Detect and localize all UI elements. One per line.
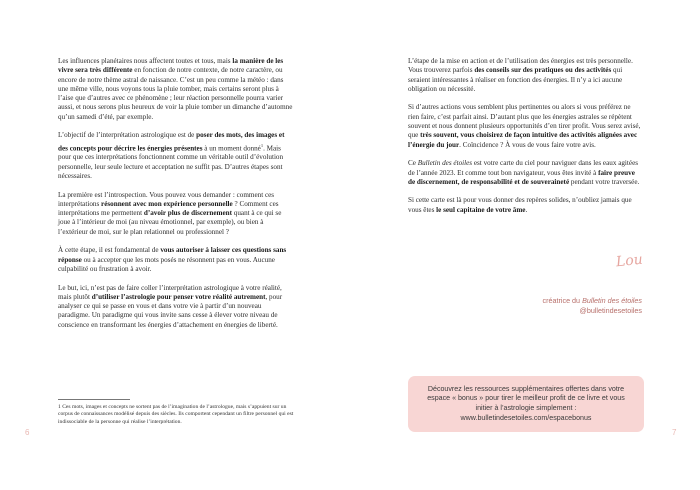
page-number-left: 6 [25,428,30,437]
promo-url[interactable]: www.bulletindesetoiles.com/espacebonus [460,413,592,422]
promo-text: Découvrez les ressources supplémentaires offertes dans votre espace « bonus » pour tirer le meilleur profit de ce livre et vous initier à l’astrologie simplement : [427,384,625,412]
paragraph-goal: Le but, ici, n’est pas de faire coller l’interprétation astrologique à votre réalité, mais plutôt d’utiliser l’astrologie pour penser votre réalité autrement, pour analyser ce qui se passe en vous et dans votre vie à partir d’un nouveau paradigme. Un paradigme qui vous invite sans cesse à élever votre niveau de conscience en transformant les énergies d’attachement en énergies de liberté. [58,283,283,329]
page-number-right: 7 [672,428,677,437]
footnote-divider [58,399,130,400]
author-credit: créatrice du Bulletin des étoiles @bulletindesetoiles [542,296,642,315]
right-body-text [408,57,642,224]
instagram-handle: @bulletindesetoiles [579,306,642,315]
bonus-promo-box [408,376,644,432]
paragraph-introspection: La première est l’introspection. Vous pouvez vous demander : comment ces interprétations résonnent avec mon expérience personnelle ? Comment ces interprétations me permettent d’avoir plus de discernement quant à ce qui se joue à l’intérieur de moi (au niveau émotionnel, par exemple), ou bien à l’extérieur de moi, sur le plan relationnel ou professionnel ? [58,190,282,236]
paragraph-questions: À cette étape, il est fondamental de vous autoriser à laisser ces questions sans réponse ou à accepter que les mots posés ne résonnent pas en vous. Aucune culpabilité ou frustration à avoir. [58,246,287,273]
footnote: 1 Ces mots, images et concepts ne sortent pas de l’imagination de l’astrologue, mais s’appuient sur un corpus de connaissances modélisé depuis des siècles. Ils comportent cependant un filtre personnel qui est indissociable de la personne qui réalise l’interprétation. [58,404,294,425]
paragraph-action: L’étape de la mise en action et de l’utilisation des énergies est très personnelle. Vous trouverez parfois des conseils sur des pratiques ou des activités qui seraient intéressantes à réaliser en fonction des énergies. Il n’y a ici aucune obligation ou nécessité. [408,57,633,93]
paragraph-navigation: Ce Bulletin des étoiles est votre carte du ciel pour naviguer dans les eaux agitées de l’année 2023. Et comme tout bon navigateur, vous êtes invité à faire preuve de discernement, de responsabilité et de souveraineté pendant votre traversée. [408,159,640,186]
footnote-ref: 1 [260,142,264,148]
left-body-text [58,57,294,339]
author-signature: Lou [615,251,644,271]
right-page [350,0,700,490]
paragraph-intuition: Si d’autres actions vous semblent plus pertinentes ou alors si vous préférez ne rien faire, c’est parfait ainsi. D’autant plus que les énergies astrales se répètent souvent et nous donnent plusieurs opportunités d’en tirer profit. Vous serez avisé, que très souvent, vous choisirez de façon intuitive des activités alignées avec l’énergie du jour. Coïncidence ? À vous de vous faire votre avis. [408,103,641,149]
paragraph-influences: Les influences planétaires nous affectent toutes et tous, mais la manière de les vivre sera très différente en fonction de notre contexte, de notre caractère, ou encore de notre thème astral de naissance. C’est un peu comme la météo : dans une même ville, nous voyons tous la pluie tomber, mais certains seront plus à l’aise que d’autres avec ce phénomène ; leur réaction personnelle pourra varier aussi, et nous serons plus heureux de voir la pluie tomber un dimanche d’automne qu’un samedi d’été, par exemple. [58,57,293,121]
paragraph-objective: L’objectif de l’interprétation astrologique est de poser des mots, des images et des concepts pour décrire les énergies présentes à un moment donné$^1$. Mais pour que ces interprétations fonctionnent comme un véritable outil d’évolution personnelle, leur seule lecture et acceptation ne suffit pas. D’autres étapes sont nécessaires. [58,131,285,180]
paragraph-captain: Si cette carte est là pour vous donner des repères solides, n’oubliez jamais que vous êtes le seul capitaine de votre âme. [408,196,632,214]
